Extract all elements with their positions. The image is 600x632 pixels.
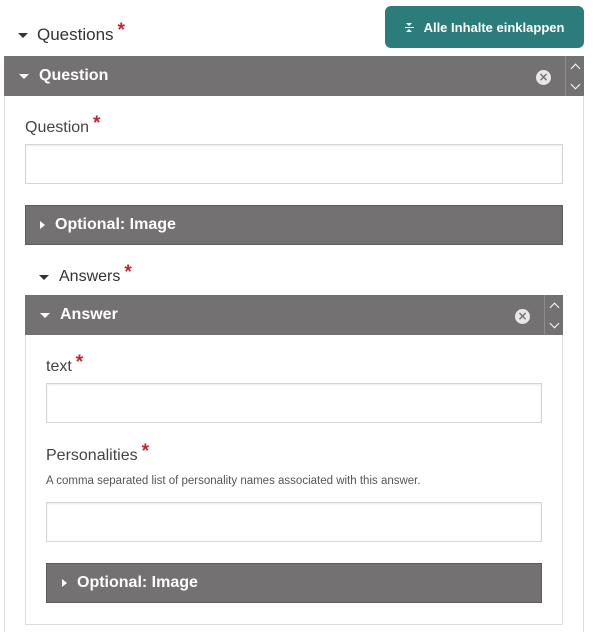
- move-up-icon[interactable]: [549, 302, 559, 312]
- caret-down-icon: [19, 74, 29, 79]
- personalities-input[interactable]: [46, 502, 542, 542]
- remove-icon[interactable]: ×: [536, 70, 551, 85]
- move-down-icon[interactable]: [549, 318, 559, 328]
- personalities-field-label-text: Personalities: [46, 447, 138, 464]
- required-asterisk: *: [124, 262, 132, 283]
- personalities-description: A comma separated list of personality names associated with this answer.: [46, 475, 421, 487]
- caret-down-icon: [39, 275, 49, 280]
- question-header[interactable]: [4, 56, 584, 96]
- text-input[interactable]: [46, 383, 542, 423]
- remove-icon[interactable]: ×: [515, 309, 530, 324]
- reorder-arrows[interactable]: [565, 56, 584, 96]
- question-field-label: [25, 113, 101, 139]
- required-asterisk: *: [75, 352, 84, 373]
- required-asterisk: *: [93, 113, 101, 134]
- caret-down-icon: [18, 33, 28, 38]
- reorder-arrows[interactable]: [544, 295, 563, 335]
- answer-optional-image-toggle[interactable]: [46, 563, 542, 603]
- personalities-field-label: [46, 441, 150, 467]
- move-down-icon[interactable]: [570, 79, 580, 89]
- answer-header-label: Answer: [60, 306, 118, 323]
- optional-image-label: Optional: Image: [55, 216, 176, 233]
- text-field-label-text: text: [46, 358, 72, 375]
- collapse-all-label: Alle Inhalte einklappen: [423, 19, 565, 35]
- question-field-label-text: Question: [25, 119, 90, 136]
- collapse-all-button[interactable]: [385, 6, 584, 48]
- question-input[interactable]: [25, 144, 563, 184]
- optional-image-toggle[interactable]: [25, 205, 563, 245]
- answer-header[interactable]: [25, 295, 563, 335]
- move-up-icon[interactable]: [570, 63, 580, 73]
- caret-right-icon: [40, 221, 45, 229]
- required-asterisk: *: [141, 441, 150, 462]
- questions-label[interactable]: [18, 20, 125, 46]
- caret-down-icon: [40, 313, 50, 318]
- collapse-icon: [405, 23, 414, 32]
- required-asterisk: *: [117, 20, 125, 41]
- answers-label[interactable]: [39, 262, 132, 288]
- answers-label-text: Answers: [59, 268, 121, 285]
- caret-right-icon: [62, 579, 67, 587]
- question-header-label: Question: [39, 67, 109, 84]
- answer-optional-image-label: Optional: Image: [77, 574, 198, 591]
- questions-label-text: Questions: [37, 25, 114, 44]
- text-field-label: [46, 352, 84, 378]
